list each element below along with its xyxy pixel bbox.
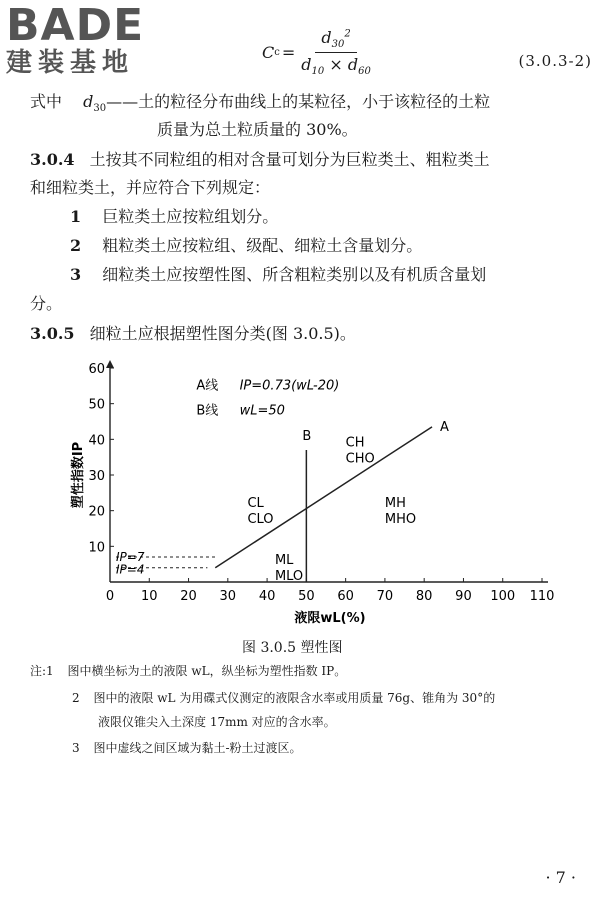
equation-number: (3.0.3-2) <box>518 52 592 70</box>
figure-caption: 图 3.0.5 塑性图 <box>242 640 343 656</box>
num-sup: 2 <box>344 28 351 40</box>
section-305 <box>30 324 356 344</box>
x-tick-label: 100 <box>490 589 516 604</box>
note-2-cont: 液限仪锥尖入土深度 17mm 对应的含水率。 <box>98 715 336 729</box>
legend-a-equation: IP=0.73(wL-20) <box>239 378 340 394</box>
x-tick-label: 50 <box>298 589 315 604</box>
den-b: d <box>347 55 359 75</box>
section-305-number: 3.0.5 <box>30 324 75 343</box>
note-2 <box>72 690 495 706</box>
formula-cc <box>262 28 371 77</box>
note-1-text: 图中横坐标为土的液限 wL，纵坐标为塑性指数 IP。 <box>67 664 347 678</box>
section-304-number: 3.0.4 <box>30 150 75 169</box>
num-sub: 30 <box>331 39 345 51</box>
page-number: · 7 · <box>545 868 576 887</box>
x-tick-label: 10 <box>140 589 158 604</box>
x-tick-label: 30 <box>219 589 237 604</box>
item-1-number: 1 <box>70 207 82 226</box>
x-tick-label: 20 <box>180 589 197 604</box>
num-var: d <box>321 28 332 47</box>
legend-b-name: B线 <box>196 403 219 419</box>
den-a-sub: 10 <box>311 66 325 78</box>
bade-logo <box>6 0 176 78</box>
region-label-mh: MH <box>384 496 406 512</box>
region-label-ml: ML <box>274 553 294 569</box>
definition-var-sub: 30 <box>93 103 107 115</box>
y-axis-arrow <box>106 360 114 368</box>
x-tick-label: 110 <box>529 589 555 604</box>
region-label-cho: CHO <box>345 451 375 467</box>
item-3-number: 3 <box>70 265 82 284</box>
note-1 <box>30 663 346 679</box>
dashed-line-label-1: IP=7 <box>116 550 145 565</box>
den-times: × <box>329 55 343 75</box>
definition-prefix: 式中 <box>30 92 63 111</box>
plasticity-chart <box>60 358 560 628</box>
item-2-number: 2 <box>70 236 82 255</box>
logo-sub-text: 建装基地 <box>6 48 135 78</box>
item-3-text: 细粒类土应按塑性图、所含粗粒类别以及有机质含量划 <box>102 265 487 284</box>
y-axis-label: 塑性指数IP <box>71 441 86 509</box>
region-label-ch: CH <box>345 435 365 451</box>
note-3 <box>72 740 302 756</box>
dashed-line-label-2: IP=4 <box>116 562 145 577</box>
formula-equals: = <box>281 43 296 63</box>
x-tick-label: 70 <box>376 589 394 604</box>
definition-line-1 <box>30 92 490 119</box>
note-3-number: 3 <box>72 741 80 755</box>
region-label-clo: CLO <box>247 512 274 528</box>
section-304-text-1: 土按其不同粒组的相对含量可划分为巨粒类土、粗粒类土 <box>89 150 490 169</box>
y-tick-label: 30 <box>88 469 105 484</box>
x-axis-label: 液限wL(%) <box>294 611 366 626</box>
y-tick-label: 50 <box>88 397 105 413</box>
line-label-a: A <box>440 419 449 435</box>
formula-lhs-sub: c <box>274 47 280 59</box>
definition-line-2: 质量为总土粒质量的 30%。 <box>157 120 358 139</box>
y-tick-label: 10 <box>88 540 105 556</box>
section-304-line-1 <box>30 150 490 170</box>
section-304-item-3 <box>70 265 486 285</box>
logo-main-text: BADE <box>6 0 145 51</box>
x-tick-label: 90 <box>455 589 472 604</box>
region-label-mlo: MLO <box>274 569 304 585</box>
section-304-item-2 <box>70 236 422 256</box>
item-1-text: 巨粒类土应按粒组划分。 <box>102 207 279 226</box>
note-2-text: 图中的液限 wL 为用碟式仪测定的液限含水率或用质量 76g、锥角为 30°的 <box>93 691 496 705</box>
legend-a-name: A线 <box>196 378 219 394</box>
section-305-text: 细粒土应根据塑性图分类(图 3.0.5)。 <box>89 324 356 343</box>
x-tick-label: 60 <box>337 589 354 604</box>
legend-b-equation: wL=50 <box>239 403 285 419</box>
note-1-number: 注:1 <box>30 664 54 678</box>
x-tick-label: 40 <box>258 589 276 604</box>
x-tick-label: 80 <box>415 589 433 604</box>
section-304-line-2: 和细粒类土，并应符合下列规定： <box>30 178 271 197</box>
note-2-number: 2 <box>72 691 80 705</box>
region-label-cl: CL <box>247 496 264 512</box>
line-label-b: B <box>302 429 312 445</box>
formula-denominator <box>301 53 371 77</box>
formula-fraction <box>301 28 371 77</box>
definition-var: d <box>83 92 94 111</box>
formula-numerator <box>315 28 356 53</box>
y-tick-label: 20 <box>88 504 105 520</box>
region-label-mho: MHO <box>384 512 417 528</box>
den-b-sub: 60 <box>358 66 371 78</box>
x-tick-label: 0 <box>105 589 115 604</box>
section-304-item-3-cont: 分。 <box>30 294 63 313</box>
y-tick-label: 60 <box>88 362 105 377</box>
y-tick-label: 40 <box>88 433 105 449</box>
definition-text-1: ——土的粒径分布曲线上的某粒径，小于该粒径的土粒 <box>106 92 491 111</box>
formula-lhs: C <box>262 43 275 63</box>
note-3-text: 图中虚线之间区域为黏土-粉土过渡区。 <box>93 741 302 755</box>
section-304-item-1 <box>70 207 278 227</box>
item-2-text: 粗粒类土应按粒组、级配、细粒土含量划分。 <box>102 236 423 255</box>
den-a: d <box>301 55 312 75</box>
